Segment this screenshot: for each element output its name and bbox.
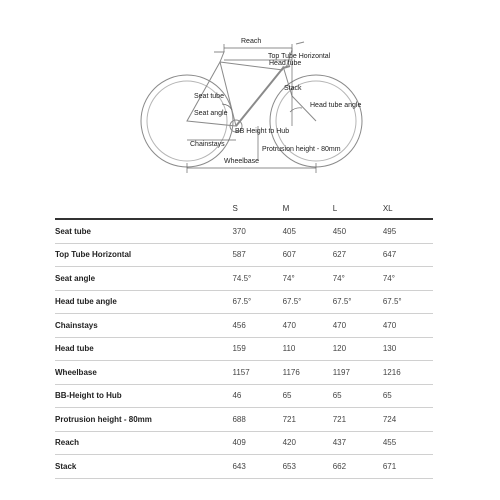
cell-value: 1197 — [333, 361, 383, 385]
label-seat-tube: Seat tube — [194, 93, 224, 100]
cell-value: 721 — [333, 408, 383, 432]
cell-value: 110 — [283, 337, 333, 361]
cell-value: 74° — [333, 267, 383, 291]
cell-value: 647 — [383, 243, 433, 267]
row-label: Wheelbase — [55, 361, 232, 385]
table-row — [55, 337, 433, 361]
cell-value: 643 — [232, 455, 282, 479]
row-label: Protrusion height - 80mm — [55, 408, 232, 432]
cell-value: 470 — [383, 314, 433, 338]
cell-value: 456 — [232, 314, 282, 338]
cell-value: 437 — [333, 431, 383, 455]
cell-value: 65 — [333, 384, 383, 408]
cell-value: 130 — [383, 337, 433, 361]
cell-value: 627 — [333, 243, 383, 267]
row-label: Seat tube — [55, 219, 232, 243]
table-row — [55, 243, 433, 267]
cell-value: 470 — [333, 314, 383, 338]
size-header-l: L — [333, 198, 383, 219]
cell-value: 67.5° — [283, 290, 333, 314]
cell-value: 1176 — [283, 361, 333, 385]
cell-value: 688 — [232, 408, 282, 432]
header-spacer — [55, 198, 232, 219]
size-header-row — [55, 198, 433, 219]
table-row — [55, 314, 433, 338]
cell-value: 450 — [333, 219, 383, 243]
cell-value: 405 — [283, 219, 333, 243]
row-label: Head tube angle — [55, 290, 232, 314]
row-label: Seat angle — [55, 267, 232, 291]
table-row — [55, 267, 433, 291]
table-row — [55, 455, 433, 479]
label-reach: Reach — [241, 38, 262, 45]
label-head-tube-angle: Head tube angle — [310, 102, 362, 109]
cell-value: 67.5° — [383, 290, 433, 314]
row-label: Chainstays — [55, 314, 232, 338]
cell-value: 74.5° — [232, 267, 282, 291]
row-label: Stack — [55, 455, 232, 479]
row-label: Reach — [55, 431, 232, 455]
cell-value: 370 — [232, 219, 282, 243]
cell-value: 46 — [232, 384, 282, 408]
label-head-tube: Head tube — [269, 60, 302, 67]
cell-value: 470 — [283, 314, 333, 338]
label-chainstays: Chainstays — [190, 141, 225, 148]
label-seat-angle: Seat angle — [194, 110, 228, 117]
table-row — [55, 219, 433, 243]
size-header-xl: XL — [383, 198, 433, 219]
table-row — [55, 431, 433, 455]
cell-value: 662 — [333, 455, 383, 479]
cell-value: 159 — [232, 337, 282, 361]
label-protrusion: Protrusion height - 80mm — [262, 146, 341, 153]
table-row — [55, 384, 433, 408]
cell-value: 1157 — [232, 361, 282, 385]
row-label: BB-Height to Hub — [55, 384, 232, 408]
size-header-s: S — [232, 198, 282, 219]
table-row — [55, 290, 433, 314]
label-bb-height: BB Height to Hub — [235, 128, 290, 135]
cell-value: 120 — [333, 337, 383, 361]
label-top-tube: Top Tube Horizontal — [268, 53, 331, 60]
cell-value: 495 — [383, 219, 433, 243]
label-stack: Stack — [284, 85, 302, 92]
cell-value: 74° — [383, 267, 433, 291]
cell-value: 409 — [232, 431, 282, 455]
cell-value: 65 — [383, 384, 433, 408]
size-header-m: M — [283, 198, 333, 219]
cell-value: 67.5° — [232, 290, 282, 314]
label-wheelbase: Wheelbase — [224, 158, 260, 165]
table-row — [55, 361, 433, 385]
table-row — [55, 408, 433, 432]
cell-value: 65 — [283, 384, 333, 408]
cell-value: 455 — [383, 431, 433, 455]
row-label: Top Tube Horizontal — [55, 243, 232, 267]
cell-value: 74° — [283, 267, 333, 291]
cell-value: 671 — [383, 455, 433, 479]
cell-value: 1216 — [383, 361, 433, 385]
cell-value: 724 — [383, 408, 433, 432]
geometry-table — [55, 198, 433, 479]
cell-value: 420 — [283, 431, 333, 455]
cell-value: 587 — [232, 243, 282, 267]
row-label: Head tube — [55, 337, 232, 361]
cell-value: 653 — [283, 455, 333, 479]
cell-value: 67.5° — [333, 290, 383, 314]
bike-geometry-diagram — [0, 0, 500, 190]
cell-value: 721 — [283, 408, 333, 432]
cell-value: 607 — [283, 243, 333, 267]
